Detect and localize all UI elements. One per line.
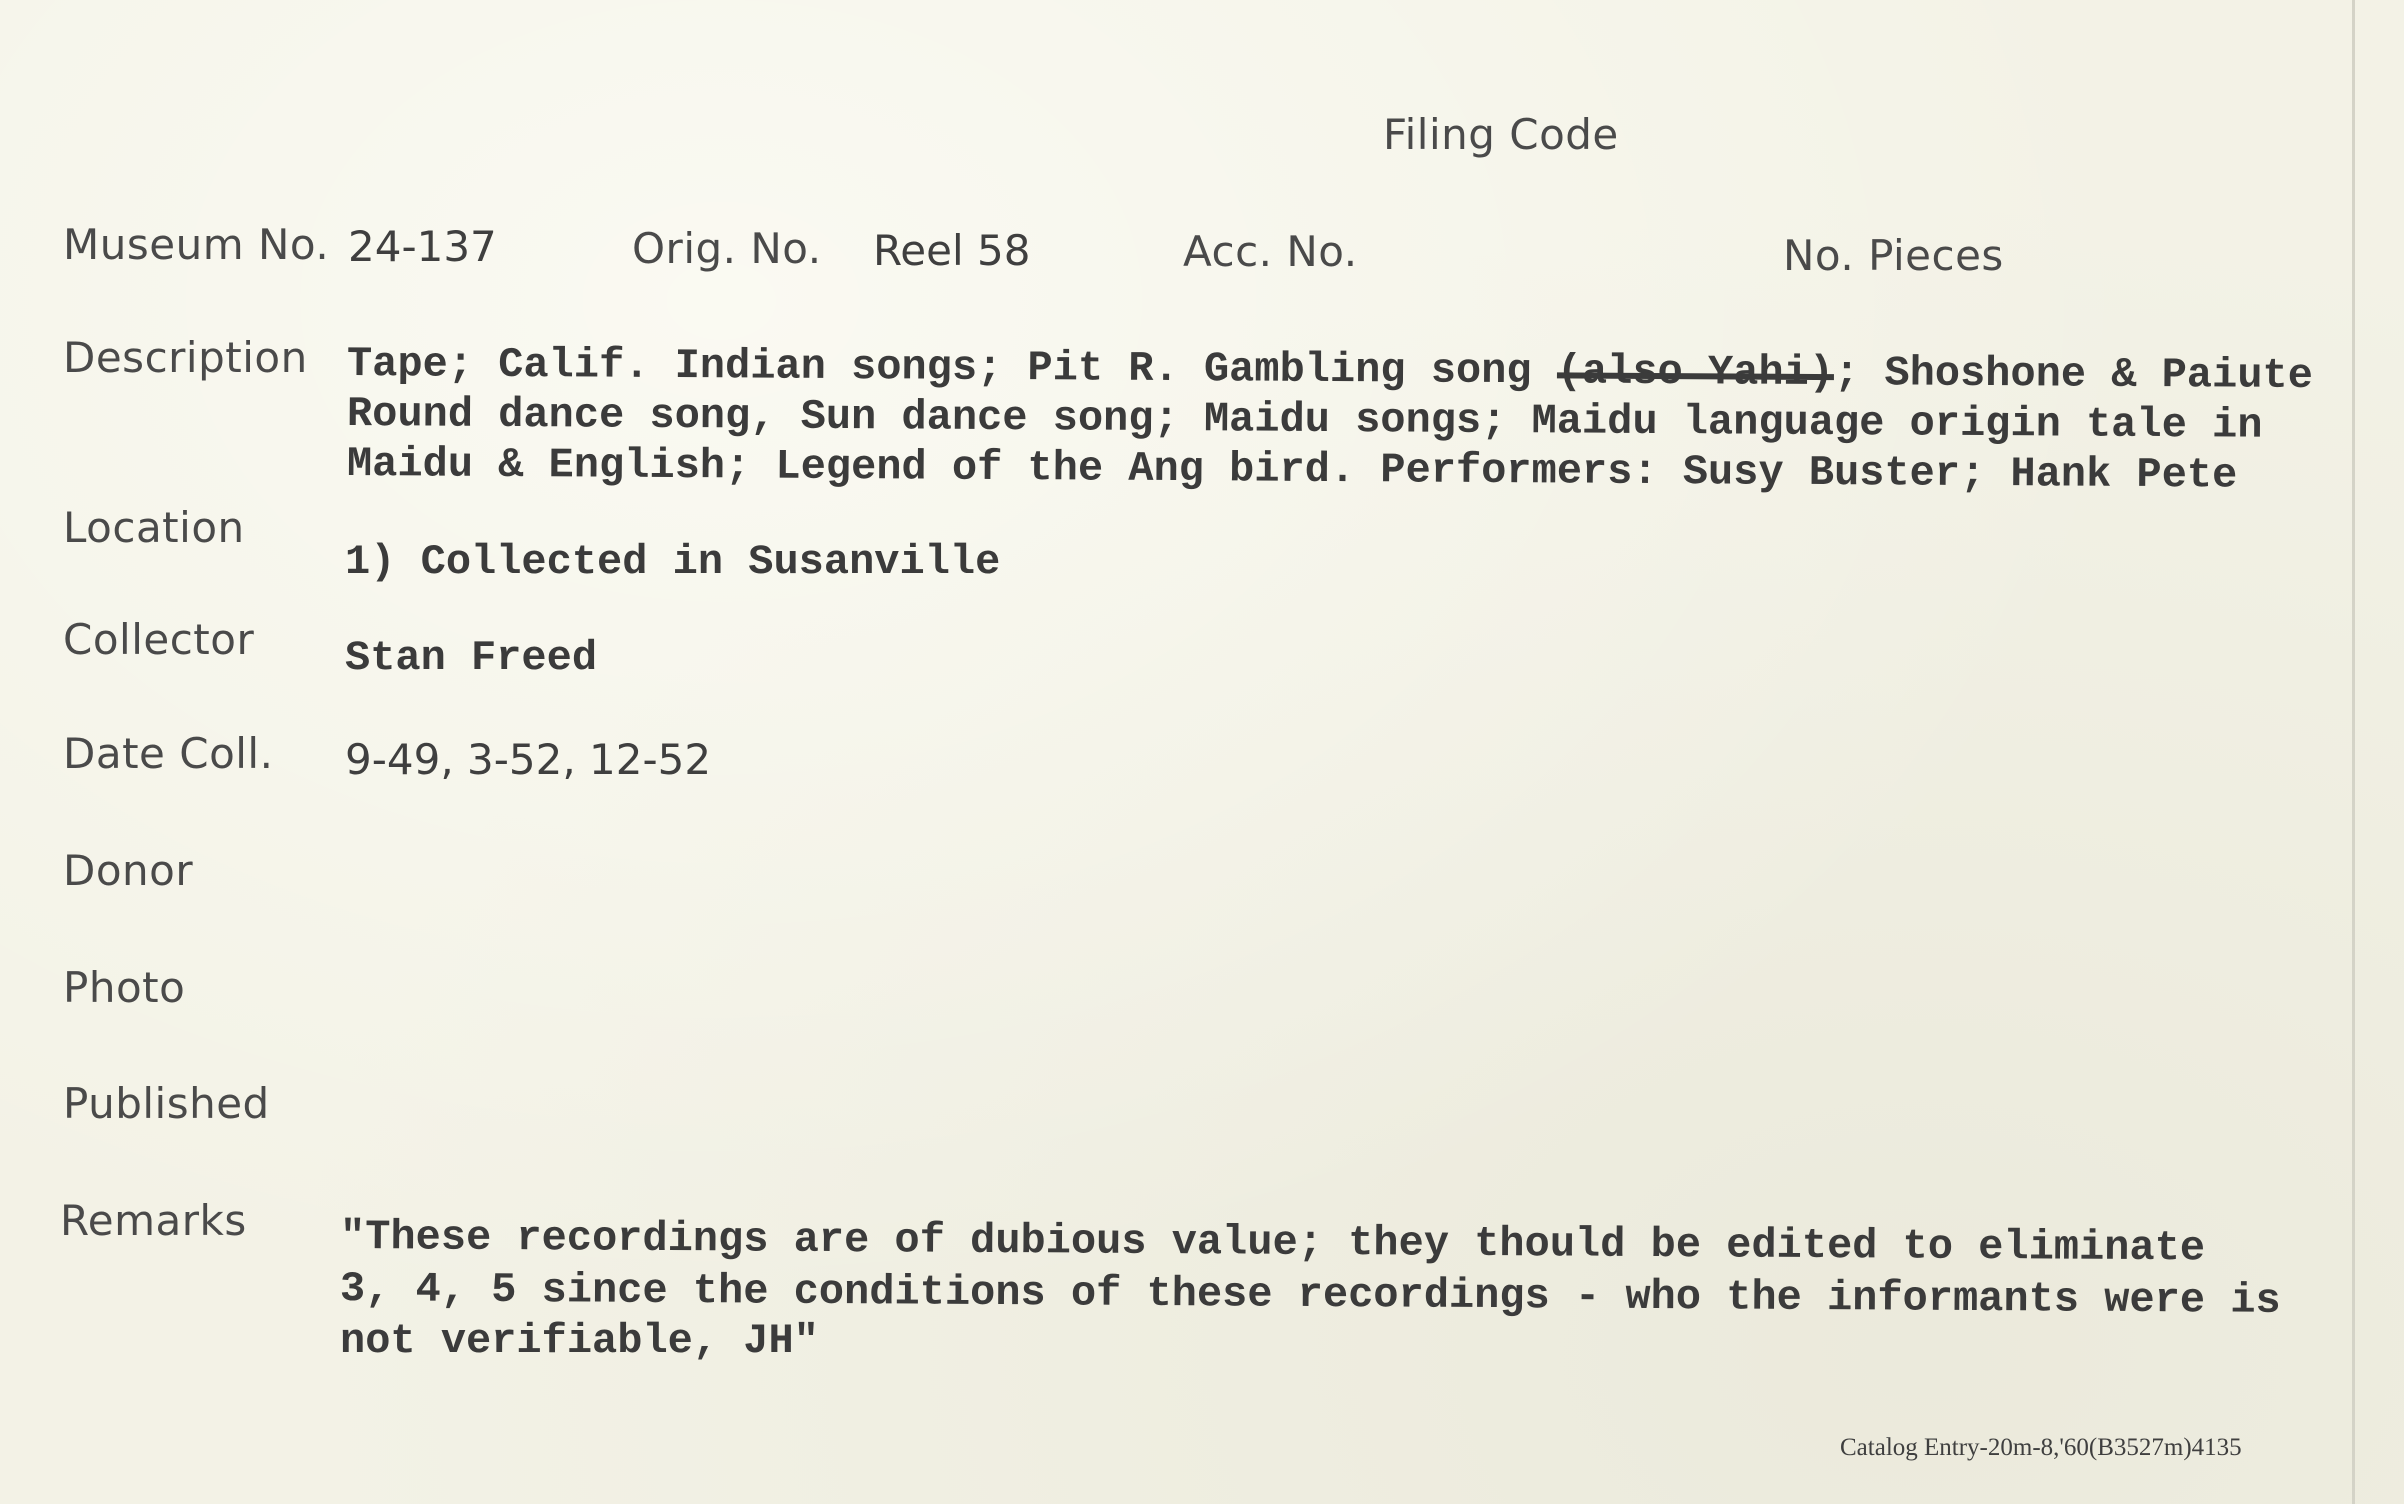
catalog-entry-footer: Catalog Entry-20m-8,'60(B3527m)4135 xyxy=(1840,1434,2242,1461)
no-pieces-label: No. Pieces xyxy=(1783,231,2004,280)
collector-value: Stan Freed xyxy=(345,634,598,682)
filing-code-label: Filing Code xyxy=(1383,110,1619,159)
orig-no-value: Reel 58 xyxy=(873,226,1031,275)
description-line-3: Maidu & English; Legend of the Ang bird. Performers: Susy Buster; Hank Pete xyxy=(346,440,2238,500)
published-label: Published xyxy=(63,1079,270,1128)
collector-label: Collector xyxy=(63,615,255,664)
date-coll-label: Date Coll. xyxy=(63,729,274,778)
remarks-label: Remarks xyxy=(60,1196,247,1245)
date-coll-value: 9-49, 3-52, 12-52 xyxy=(345,735,712,784)
description-line-1-end: ; Shoshone & Paiute xyxy=(1833,349,2314,401)
museum-no-value: 24-137 xyxy=(348,222,497,271)
remarks-line-1: "These recordings are of dubious value; they thould be edited to eliminate xyxy=(339,1213,2206,1273)
description-line-1-start: Tape; Calif. Indian songs; Pit R. Gambling song xyxy=(346,340,1557,396)
location-label: Location xyxy=(63,503,245,552)
donor-label: Donor xyxy=(63,846,194,895)
orig-no-label: Orig. No. xyxy=(632,224,822,273)
remarks-line-2: 3, 4, 5 since the conditions of these recordings - who the informants were is xyxy=(339,1265,2281,1325)
card-edge xyxy=(2352,0,2355,1504)
location-value: 1) Collected in Susanville xyxy=(345,538,1001,586)
acc-no-label: Acc. No. xyxy=(1183,227,1358,276)
struck-out-text: (also Yahi) xyxy=(1556,347,1835,398)
museum-no-label: Museum No. xyxy=(63,220,330,269)
description-line-2: Round dance song, Sun dance song; Maidu songs; Maidu language origin tale in xyxy=(346,390,2263,450)
photo-label: Photo xyxy=(63,963,186,1012)
remarks-line-3: not verifiable, JH" xyxy=(340,1317,819,1365)
description-label: Description xyxy=(63,333,308,382)
